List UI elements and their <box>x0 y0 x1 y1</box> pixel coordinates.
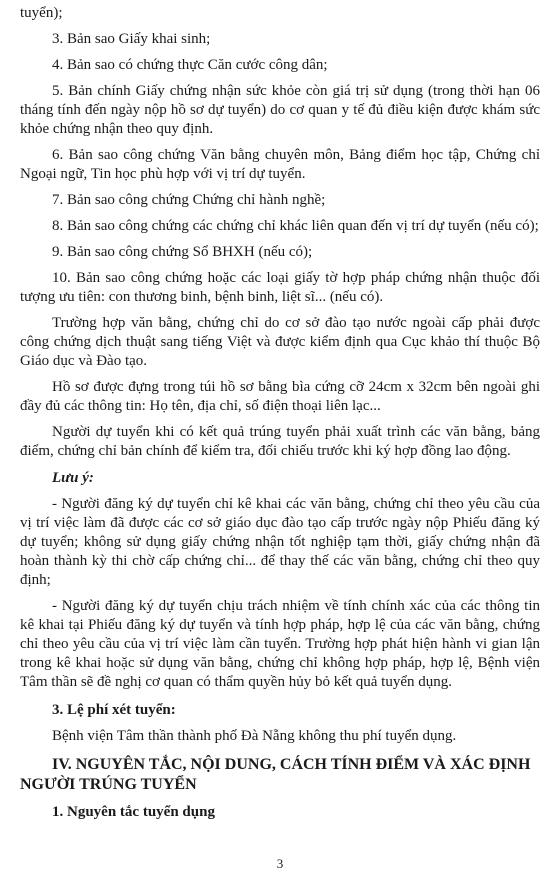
list-item-8: 8. Bản sao công chứng các chứng chỉ khác liên quan đến vị trí dự tuyển (nếu có); <box>52 218 539 234</box>
section-3-heading: 3. Lệ phí xét tuyển: <box>52 702 176 718</box>
section-4-heading-line-1: IV. NGUYÊN TẮC, NỘI DUNG, CÁCH TÍNH ĐIỂM VÀ XÁC ĐỊNH <box>52 756 531 773</box>
list-item-3: 3. Bản sao Giấy khai sinh; <box>52 31 211 47</box>
page-number: 3 <box>276 856 284 871</box>
paragraph-originals: Người dự tuyển khi có kết quả trúng tuyển phải xuất trình các văn bằng, bảng điểm, chứng chỉ bản chính để kiểm tra, đối chiếu trước khi ký hợp đồng lao động. <box>20 424 540 459</box>
section-4-heading-line-2: NGƯỜI TRÚNG TUYỂN <box>20 776 197 793</box>
note-title: Lưu ý: <box>52 470 94 486</box>
list-item-7: 7. Bản sao công chứng Chứng chỉ hành nghề; <box>52 192 326 208</box>
note-item-1: - Người đăng ký dự tuyển chỉ kê khai các văn bằng, chứng chỉ theo yêu cầu của vị trí việc làm đã được các cơ sở giáo dục đào tạo cấp trước ngày nộp Phiếu đăng ký dự tuyển; không sử dụng giấy chứng nhận tốt nghiệp tạm thời, giấy chứng nhận đã hoàn thành kỳ thi chờ cấp chứng chỉ... để thay thế các văn bằng, chứng chỉ theo quy định; <box>20 496 540 588</box>
continued-line: tuyển); <box>20 5 63 21</box>
note-item-2: - Người đăng ký dự tuyển chịu trách nhiệm về tính chính xác của các thông tin kê khai tại Phiếu đăng ký dự tuyển và tính hợp pháp, hợp lệ của các văn bằng, chứng chỉ theo yêu cầu của vị trí việc làm cần tuyển. Trường hợp phát hiện hành vi gian lận trong kê khai hoặc sử dụng văn bằng, chứng chỉ không hợp pháp, hợp lệ, Bệnh viện Tâm thần sẽ đề nghị cơ quan có thẩm quyền hủy bỏ kết quả tuyển dụng. <box>20 598 540 690</box>
list-item-9: 9. Bản sao công chứng Sổ BHXH (nếu có); <box>52 244 313 260</box>
paragraph-foreign-degrees: Trường hợp văn bằng, chứng chỉ do cơ sở đào tạo nước ngoài cấp phải được công chứng dịch thuật sang tiếng Việt và được kiểm định qua Cục khảo thí thuộc Bộ Giáo dục và Đào tạo. <box>20 315 540 369</box>
list-item-6: 6. Bản sao công chứng Văn bằng chuyên môn, Bảng điểm học tập, Chứng chỉ Ngoại ngữ, Tin học phù hợp với vị trí dự tuyển. <box>20 147 540 182</box>
section-4-heading <box>20 755 540 795</box>
section-4-subheading-1: 1. Nguyên tắc tuyển dụng <box>52 804 215 820</box>
list-item-4: 4. Bản sao có chứng thực Căn cước công dân; <box>52 57 328 73</box>
list-item-5: 5. Bản chính Giấy chứng nhận sức khỏe còn giá trị sử dụng (trong thời hạn 06 tháng tính đến ngày nộp hồ sơ dự tuyển) do cơ quan y tế đủ điều kiện được khám sức khỏe chứng nhận theo quy định. <box>20 83 540 137</box>
list-item-10: 10. Bản sao công chứng hoặc các loại giấy tờ hợp pháp chứng nhận thuộc đối tượng ưu tiên: con thương binh, bệnh binh, liệt sĩ... (nếu có). <box>20 270 540 305</box>
section-3-text: Bệnh viện Tâm thần thành phố Đà Nẵng không thu phí tuyển dụng. <box>52 728 457 744</box>
paragraph-envelope: Hồ sơ được đựng trong túi hồ sơ bằng bìa cứng cỡ 24cm x 32cm bên ngoài ghi đầy đủ các thông tin: Họ tên, địa chỉ, số điện thoại liên lạc... <box>20 379 540 414</box>
